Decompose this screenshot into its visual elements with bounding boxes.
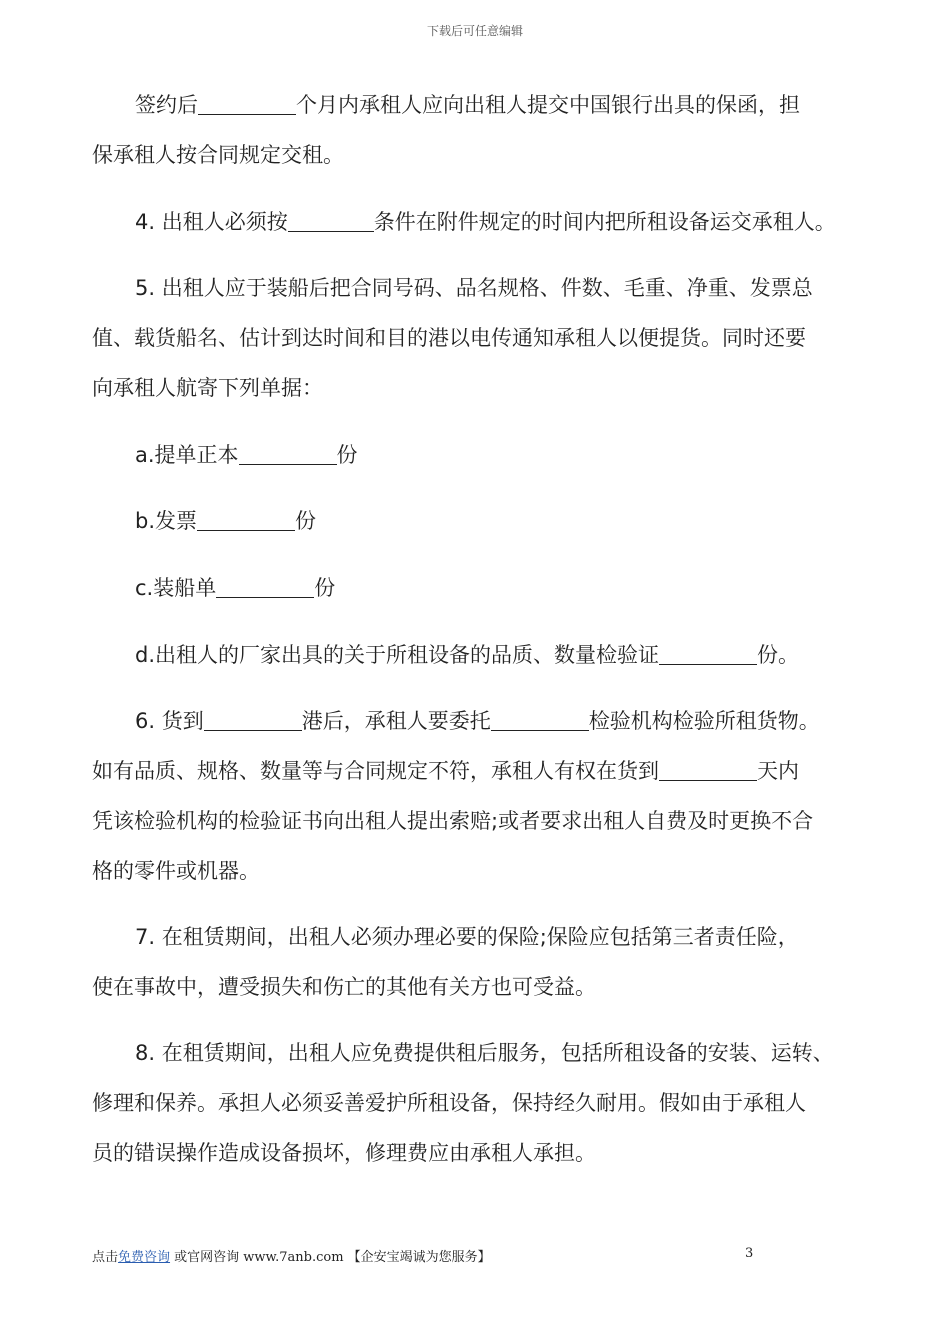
fill-in-blank [288, 209, 374, 232]
fill-in-blank [204, 708, 302, 731]
fill-in-blank [491, 708, 589, 731]
text-fragment: 港后，承租人要委托 [301, 709, 491, 733]
list-item-label: d.出租人的厂家出具的关于所租设备的品质、数量检验证 [135, 643, 660, 667]
paragraph-3-line-2: 保承租人按合同规定交租。 [92, 143, 344, 167]
list-item-a [135, 440, 358, 470]
text-fragment: 6. 货到 [135, 709, 204, 733]
paragraph-6-line-4: 格的零件或机器。 [92, 859, 260, 883]
text-fragment: 检验机构检验所租货物。 [588, 709, 820, 733]
list-item-b [135, 506, 316, 536]
list-item-label: b.发票 [135, 509, 198, 533]
paragraph-5-line-2: 值、载货船名、估计到达时间和目的港以电传通知承租人以便提货。同时还要 [92, 326, 806, 350]
paragraph-8-line-2: 修理和保养。承担人必须妥善爱护所租设备，保持经久耐用。假如由于承租人 [92, 1091, 806, 1115]
paragraph-7-line-1: 7. 在租赁期间，出租人必须办理必要的保险;保险应包括第三者责任险， [135, 925, 799, 949]
text-fragment: 个月内承租人应向出租人提交中国银行出具的保函，担 [296, 93, 800, 117]
paragraph-8-line-3: 员的错误操作造成设备损坏，修理费应由承租人承担。 [92, 1141, 596, 1165]
free-consult-link[interactable]: 免费咨询 [118, 1250, 171, 1265]
paragraph-6-line-3: 凭该检验机构的检验证书向出租人提出索赔;或者要求出租人自费及时更换不合 [92, 809, 814, 833]
list-item-unit: 份 [314, 576, 336, 600]
list-item-unit: 份。 [757, 643, 800, 667]
list-item-label: a.提单正本 [135, 443, 239, 467]
paragraph-4 [135, 207, 836, 237]
list-item-d [135, 640, 799, 670]
list-item-c [135, 573, 335, 603]
text-fragment: 天内 [757, 759, 799, 783]
fill-in-blank [659, 758, 757, 781]
paragraph-5-line-3: 向承租人航寄下列单据： [92, 376, 323, 400]
list-item-unit: 份 [336, 443, 358, 467]
text-fragment: 4. 出租人必须按 [135, 210, 288, 234]
page-number: 3 [745, 1246, 754, 1261]
fill-in-blank [659, 642, 757, 665]
paragraph-8-line-1: 8. 在租赁期间，出租人应免费提供租后服务，包括所租设备的安装、运转、 [135, 1041, 834, 1065]
fill-in-blank [197, 508, 295, 531]
fill-in-blank [198, 92, 296, 115]
paragraph-7-line-2: 使在事故中，遭受损失和伤亡的其他有关方也可受益。 [92, 975, 596, 999]
fill-in-blank [239, 442, 337, 465]
footer-prefix: 点击 [92, 1250, 119, 1265]
paragraph-5-line-1: 5. 出租人应于装船后把合同号码、品名规格、件数、毛重、净重、发票总 [135, 276, 813, 300]
paragraph-6-line-1 [135, 706, 820, 736]
fill-in-blank [216, 575, 314, 598]
list-item-label: c.装船单 [135, 576, 217, 600]
paragraph-6-line-2 [92, 756, 799, 786]
text-fragment: 如有品质、规格、数量等与合同规定不符，承租人有权在货到 [92, 759, 659, 783]
text-fragment: 条件在附件规定的时间内把所租设备运交承租人。 [373, 210, 836, 234]
page-header: 下载后可任意编辑 [426, 24, 523, 38]
text-fragment: 签约后 [135, 93, 198, 117]
page-footer [92, 1246, 491, 1265]
paragraph-3-line-1 [135, 90, 800, 120]
list-item-unit: 份 [295, 509, 317, 533]
footer-suffix: 或官网咨询 www.7anb.com 【企安宝竭诚为您服务】 [170, 1250, 491, 1265]
